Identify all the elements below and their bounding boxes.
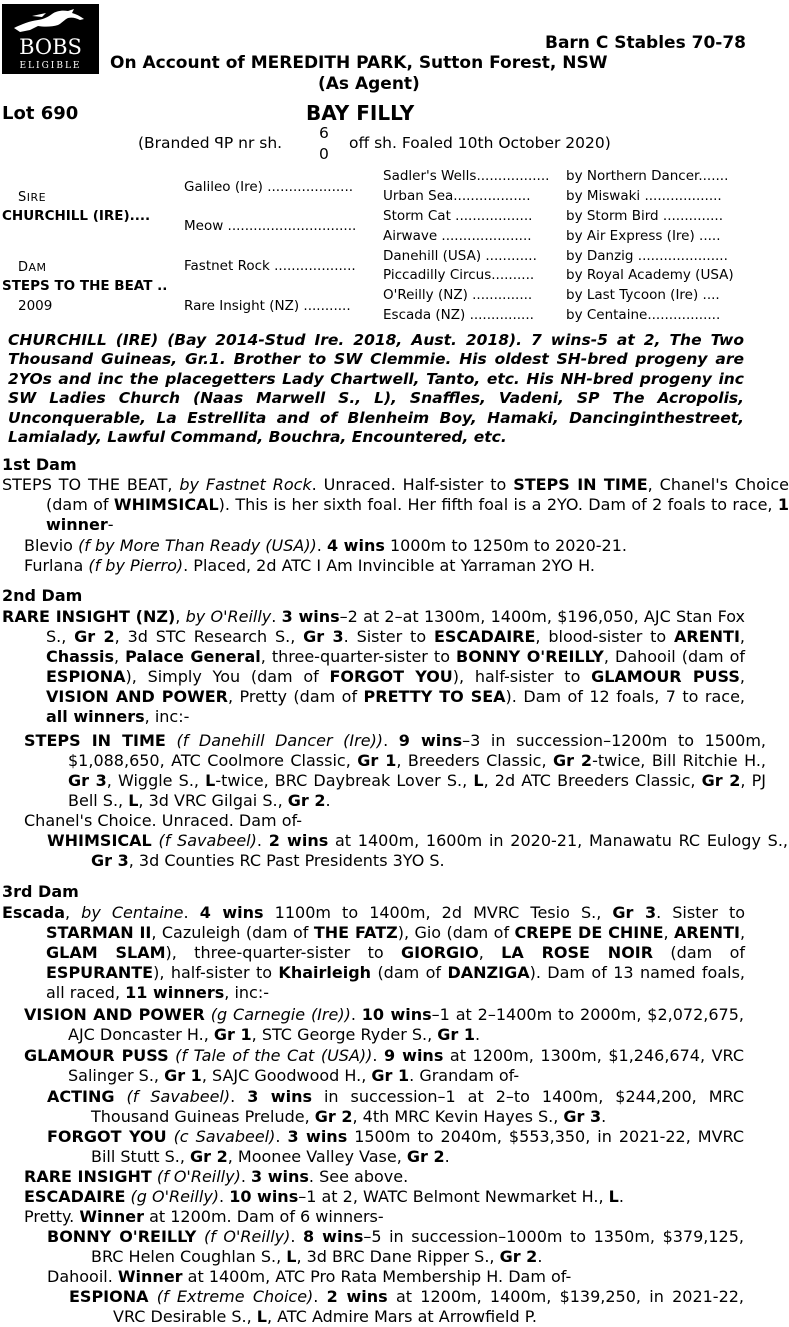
brand-fraction-top: 6 [319, 124, 329, 142]
brand-line [138, 134, 282, 152]
escadaire-entry: ESCADAIRE (g O'Reilly). 10 wins–1 at 2, WATC Belmont Newmarket H., L. [24, 1187, 624, 1206]
horse-icon [12, 8, 88, 34]
first-dam-progeny-1: Blevio (f by More Than Ready (USA)). 4 wins 1000m to 1250m to 2020-21. [24, 536, 627, 555]
rare-insight-entry: RARE INSIGHT (f O'Reilly). 3 wins. See above. [24, 1167, 409, 1186]
third-dam-text: Escada, by Centaine. 4 wins 1100m to 1400m, 2d MVRC Tesio S., Gr 3. Sister to STARMAN II, Cazuleigh (dam of THE FATZ), Gio (dam of CREPE DE CHINE, ARENTI, GLAM SLAM), three-quarter-sister to GIORGIO, LA ROSE NOIR (dam of ESPURANTE), half-sister to Khairleigh (dam of DANZIGA). Dam of 13 named foals, all raced, 11 winners, inc:- [2, 903, 746, 1003]
pedigree-gen3-by-7: by Last Tycoon (Ire) .... [566, 287, 720, 303]
dahooil-entry: Dahooil. Winner at 1400m, ATC Pro Rata Membership H. Dam of- [47, 1267, 572, 1286]
vendor-line: On Account of MEREDITH PARK, Sutton Forest, NSW [110, 53, 608, 73]
steps-in-time-entry: STEPS IN TIME (f Danehill Dancer (Ire)). 9 wins–3 in succession–1200m to 1500m, $1,088,650, ATC Coolmore Classic, Gr 1, Breeders Classic, Gr 2-twice, Bill Ritchie H., Gr 3, Wiggle S., L-twice, BRC Daybreak Lover S., L, 2d ATC Breeders Classic, Gr 2, PJ Bell S., L, 3d VRC Gilgai S., Gr 2. [24, 731, 767, 811]
sire-summary: CHURCHILL (IRE) (Bay 2014-Stud Ire. 2018, Aust. 2018). 7 wins-5 at 2, The Two Thousand Guineas, Gr.1. Brother to SW Clemmie. His oldest SH-bred progeny are 2YOs and inc the placegetters Lady Chartwell, Tanto, etc. His NH-bred progeny inc SW Ladies Church (Naas Marwell S., L), Snaffles, Vadeni, SP The Acropolis, Unconquerable, La Estrellita and of Blenheim Boy, Hamaki, Dancinginthestreet, Lamialady, Lawful Command, Bouchra, Encountered, etc. [8, 331, 744, 447]
pedigree-gen3-1: Sadler's Wells................. [383, 168, 550, 184]
lot-title: BAY FILLY [306, 101, 415, 125]
acting-entry: ACTING (f Savabeel). 3 wins in succession–1 at 2–to 1400m, $244,200, MRC Thousand Guineas Prelude, Gr 2, 4th MRC Kevin Hayes S., Gr 3. [47, 1087, 745, 1127]
pedigree-gen3-by-1: by Northern Dancer....... [566, 168, 729, 184]
first-dam-progeny-2: Furlana (f by Pierro). Placed, 2d ATC I Am Invincible at Yarraman 2YO H. [24, 556, 595, 575]
agent-line: (As Agent) [318, 74, 420, 94]
dam-year: 2009 [18, 298, 53, 314]
lot-number: Lot 690 [2, 103, 79, 124]
brand-fraction-bottom: 0 [319, 145, 329, 163]
pedigree-gen3-by-4: by Air Express (Ire) ..... [566, 228, 721, 244]
third-dam-heading: 3rd Dam [2, 882, 79, 901]
foaled-line: off sh. Foaled 10th October 2020) [349, 134, 611, 152]
sire-name: CHURCHILL (IRE).... [2, 208, 151, 224]
pedigree-gen3-by-5: by Danzig ..................... [566, 248, 728, 264]
first-dam-text: STEPS TO THE BEAT, by Fastnet Rock. Unraced. Half-sister to STEPS IN TIME, Chanel's Choice (dam of WHIMSICAL). This is her sixth foal. Her fifth foal is a 2YO. Dam of 2 foals to race, 1 winner- [2, 475, 789, 535]
pedigree-gen3-by-3: by Storm Bird .............. [566, 208, 723, 224]
brand-prefix: (Branded [138, 134, 215, 152]
pedigree-gen2-4: Rare Insight (NZ) ........... [184, 298, 351, 314]
bonny-oreilly-entry: BONNY O'REILLY (f O'Reilly). 8 wins–5 in succession–1000m to 1350m, $379,125, BRC Helen Coughlan S., L, 3d BRC Dane Ripper S., Gr 2. [47, 1227, 744, 1267]
second-dam-heading: 2nd Dam [2, 586, 83, 605]
pedigree-gen2-2: Meow .............................. [184, 218, 357, 234]
pedigree-gen2-1: Galileo (Ire) .................... [184, 179, 354, 195]
whimsical-entry: WHIMSICAL (f Savabeel). 2 wins at 1400m, 1600m in 2020-21, Manawatu RC Eulogy S., Gr 3, 3d Counties RC Past Presidents 3YO S. [47, 831, 788, 871]
second-dam-text: RARE INSIGHT (NZ), by O'Reilly. 3 wins–2 at 2–at 1300m, 1400m, $196,050, AJC Stan Fox S., Gr 2, 3d STC Research S., Gr 3. Sister to ESCADAIRE, blood-sister to ARENTI, Chassis, Palace General, three-quarter-sister to BONNY O'REILLY, Dahooil (dam of ESPIONA), Simply You (dam of FORGOT YOU), half-sister to GLAMOUR PUSS, VISION AND POWER, Pretty (dam of PRETTY TO SEA). Dam of 12 foals, 7 to race, all winners, inc:- [2, 607, 746, 727]
pedigree-gen3-2: Urban Sea.................. [383, 188, 531, 204]
brand-mark: ꟼP [214, 134, 234, 152]
barn-label: Barn C Stables 70-78 [544, 33, 746, 53]
first-dam-heading: 1st Dam [2, 455, 77, 474]
dam-label: DAM [18, 260, 47, 275]
pedigree-gen3-by-2: by Miswaki .................. [566, 188, 722, 204]
pedigree-gen3-by-8: by Centaine................. [566, 307, 721, 323]
bobs-eligible-logo [2, 4, 99, 74]
vision-and-power-entry: VISION AND POWER (g Carnegie (Ire)). 10 wins–1 at 2–1400m to 2000m, $2,072,675, AJC Doncaster H., Gr 1, STC George Ryder S., Gr 1. [24, 1005, 745, 1045]
sire-label: SIRE [18, 190, 47, 205]
dam-name: STEPS TO THE BEAT .. [2, 278, 168, 294]
logo-text: BOBS [19, 35, 82, 59]
pedigree-gen3-4: Airwave ..................... [383, 228, 532, 244]
logo-subtext: ELIGIBLE [19, 61, 82, 71]
chanels-choice-entry: Chanel's Choice. Unraced. Dam of- [24, 811, 303, 830]
brand-middle: nr sh. [233, 134, 283, 152]
pedigree-gen3-7: O'Reilly (NZ) .............. [383, 287, 533, 303]
pedigree-gen3-8: Escada (NZ) ............... [383, 307, 534, 323]
espiona-entry: ESPIONA (f Extreme Choice). 2 wins at 1200m, 1400m, $139,250, in 2021-22, VRC Desirable S., L, ATC Admire Mars at Arrowfield P. [69, 1287, 745, 1327]
glamour-puss-entry: GLAMOUR PUSS (f Tale of the Cat (USA)). 9 wins at 1200m, 1300m, $1,246,674, VRC Salinger S., Gr 1, SAJC Goodwood H., Gr 1. Grandam of- [24, 1046, 745, 1086]
pedigree-gen2-3: Fastnet Rock ................... [184, 258, 356, 274]
pedigree-gen3-3: Storm Cat .................. [383, 208, 533, 224]
pedigree-gen3-by-6: by Royal Academy (USA) [566, 267, 734, 283]
pedigree-gen3-5: Danehill (USA) ............ [383, 248, 537, 264]
pedigree-gen3-6: Piccadilly Circus.......... [383, 267, 535, 283]
forgot-you-entry: FORGOT YOU (c Savabeel). 3 wins 1500m to 2040m, $553,350, in 2021-22, MVRC Bill Stutt S., Gr 2, Moonee Valley Vase, Gr 2. [47, 1127, 745, 1167]
pretty-entry: Pretty. Winner at 1200m. Dam of 6 winners- [24, 1207, 384, 1226]
